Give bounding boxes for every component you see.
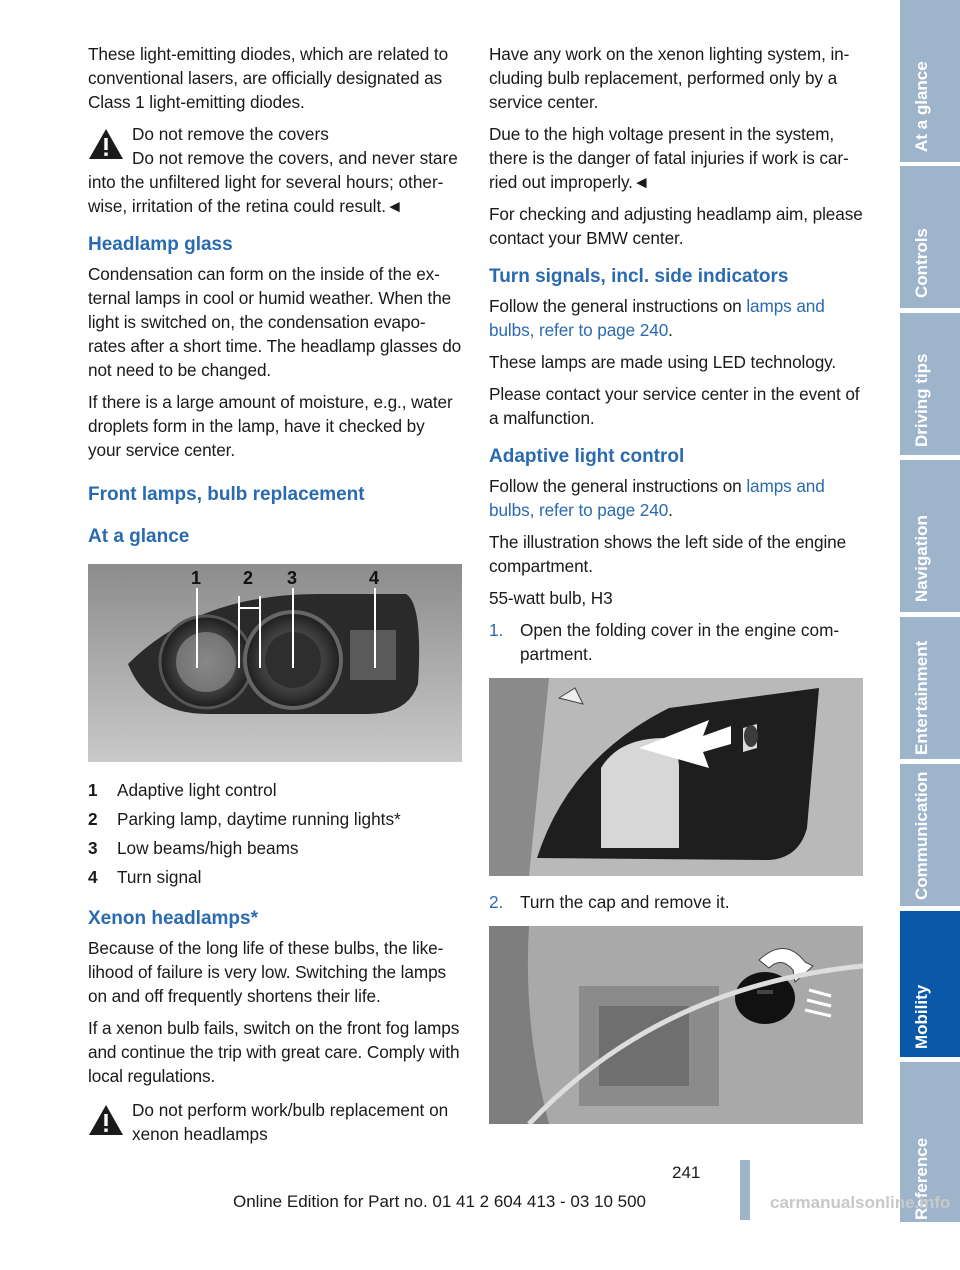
callout-1: 1 xyxy=(191,568,202,588)
tab-communication[interactable]: Communication xyxy=(900,764,960,906)
page-number: 241 xyxy=(672,1163,701,1182)
cap-removal-photo xyxy=(489,926,863,1124)
warning-covers xyxy=(88,122,462,218)
xenon-paragraph-1: Because of the long life of these bulbs, the like-lihood of failure is very low. Switching the lamps on and off frequently shortens their life. xyxy=(88,938,447,1006)
right-column xyxy=(489,42,863,1138)
tab-mobility[interactable]: Mobility xyxy=(900,911,960,1057)
turn-signals-paragraph-1: Follow the general instructions on lamps and bulbs, refer to page 240. xyxy=(489,296,825,340)
warning-body: Do not remove the covers, and never stare xyxy=(132,148,458,168)
adaptive-paragraph-1: Follow the general instructions on lamps and bulbs, refer to page 240. xyxy=(489,476,825,520)
heading-at-a-glance: At a glance xyxy=(88,526,190,547)
link-lamps-and-bulbs[interactable]: lamps and bulbs, refer to page 240 xyxy=(489,296,825,340)
xenon-paragraph-2: If a xenon bulb fails, switch on the front fog lamps and continue the trip with great care. Comply with local regulations. xyxy=(88,1018,460,1086)
legend-item: 3 Low beams/high beams xyxy=(88,838,299,858)
tab-navigation[interactable]: Navigation xyxy=(900,460,960,612)
heading-adaptive-light: Adaptive light control xyxy=(489,446,685,467)
headlamp-glass-paragraph-1: Condensation can form on the inside of the ex-ternal lamps in cool or humid weather. When the light is switched on, the condensation evapo-rates after a short time. The headlamp glasses do not need to be changed. xyxy=(88,264,462,380)
left-column xyxy=(88,42,462,1154)
legend-item: 4 Turn signal xyxy=(88,867,202,887)
engine-cover-photo xyxy=(489,678,863,876)
heading-turn-signals: Turn signals, incl. side indicators xyxy=(489,266,789,287)
headlamp-glass-paragraph-2: If there is a large amount of moisture, e.g., water droplets form in the lamp, have it checked by your service center. xyxy=(88,392,453,460)
turn-signals-paragraph-3: Please contact your service center in the event of a malfunction. xyxy=(489,384,860,428)
link-lamps-and-bulbs[interactable]: lamps and bulbs, refer to page 240 xyxy=(489,476,825,520)
xenon-service-paragraph: Have any work on the xenon lighting system, in-cluding bulb replacement, performed only by a service center. xyxy=(489,44,850,112)
edition-text: Online Edition for Part no. 01 41 2 604 413 - 03 10 500 xyxy=(233,1192,647,1211)
legend-list xyxy=(88,776,462,892)
footer-bar xyxy=(740,1160,750,1220)
tab-controls[interactable]: Controls xyxy=(900,166,960,308)
callout-3: 3 xyxy=(287,568,298,588)
tab-entertainment[interactable]: Entertainment xyxy=(900,617,960,759)
heading-front-lamps: Front lamps, bulb replacement xyxy=(88,484,365,505)
legend-item: 2 Parking lamp, daytime running lights* xyxy=(88,809,401,829)
warning-title: Do not perform work/bulb replacement on xenon headlamps xyxy=(132,1100,449,1144)
section-tabs xyxy=(900,0,960,1222)
warning-body-continued: into the unfiltered light for several hours; other-wise, irritation of the retina could result.◄ xyxy=(88,172,444,216)
step-item: 1. Open the folding cover in the engine com-partment. xyxy=(489,620,840,664)
tab-reference[interactable]: Reference xyxy=(900,1062,960,1222)
heading-xenon: Xenon headlamps* xyxy=(88,908,258,929)
warning-triangle-icon xyxy=(88,128,124,160)
warning-triangle-icon xyxy=(88,1104,124,1136)
heading-headlamp-glass: Headlamp glass xyxy=(88,234,233,255)
turn-signals-paragraph-2: These lamps are made using LED technology. xyxy=(489,352,837,372)
step-item: 2. Turn the cap and remove it. xyxy=(489,892,730,912)
adaptive-paragraph-2: The illustration shows the left side of the engine compartment. xyxy=(489,532,847,576)
callout-2: 2 xyxy=(243,568,254,588)
intro-paragraph: These light-emitting diodes, which are related to conventional lasers, are officially designated as Class 1 light-emitting diodes. xyxy=(88,44,449,112)
legend-item: 1 Adaptive light control xyxy=(88,780,277,800)
headlamp-illustration xyxy=(88,564,462,762)
cap-removal-illustration xyxy=(489,926,863,1124)
headlamp-aim-paragraph: For checking and adjusting headlamp aim, please contact your BMW center. xyxy=(489,204,863,248)
tab-driving-tips[interactable]: Driving tips xyxy=(900,313,960,455)
watermark: carmanualsonline.info xyxy=(770,1193,951,1212)
high-voltage-paragraph: Due to the high voltage present in the system, there is the danger of fatal injuries if work is car-ried out improperly.◄ xyxy=(489,124,849,192)
warning-xenon xyxy=(88,1098,462,1146)
tab-at-a-glance[interactable]: At a glance xyxy=(900,0,960,162)
headlamp-photo xyxy=(88,564,462,762)
adaptive-paragraph-3: 55-watt bulb, H3 xyxy=(489,588,613,608)
steps-list xyxy=(489,890,863,914)
warning-title: Do not remove the covers xyxy=(132,124,329,144)
steps-list xyxy=(489,618,863,666)
callout-4: 4 xyxy=(369,568,380,588)
folding-cover-illustration xyxy=(489,678,863,876)
